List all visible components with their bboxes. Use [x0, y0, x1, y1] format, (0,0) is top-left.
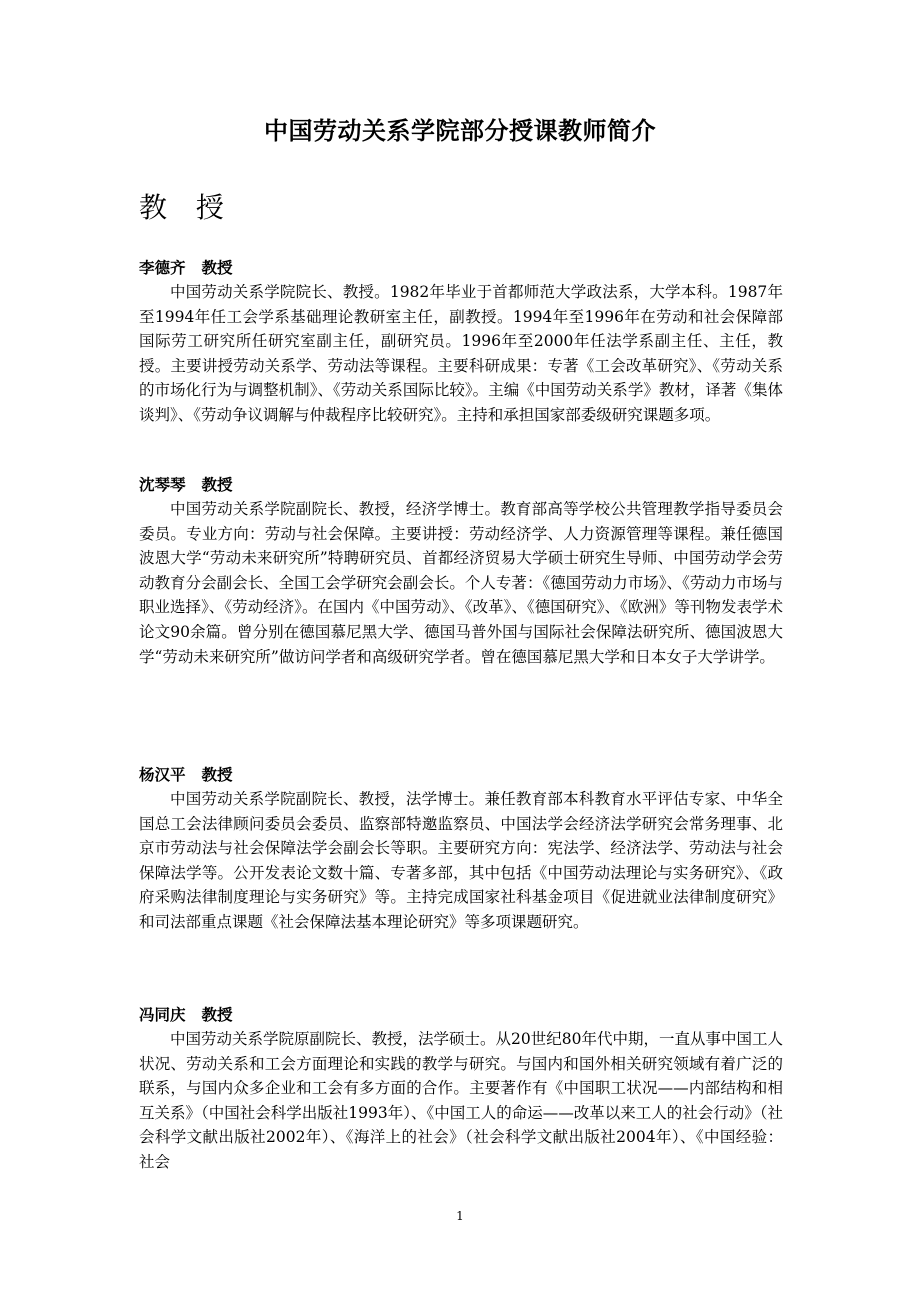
profile-name: 沈琴琴 [139, 476, 186, 494]
profile-title: 教授 [201, 259, 233, 277]
profile-name: 冯同庆 [139, 1006, 186, 1024]
page-title: 中国劳动关系学院部分授课教师简介 [264, 117, 656, 145]
profile-bio: 中国劳动关系学院院长、教授。1982年毕业于首都师范大学政法系，大学本科。1987年至1994年任工会学系基础理论教研室主任，副教授。1994年至1996年在劳动和社会保障部国际劳工研究所任研究室副主任，副研究员。1996年至2000年任法学系副主任、主任，教授。主要讲授劳动关系学、劳动法等课程。主要科研成果：专著《工会改革研究》、《劳动关系的市场化行为与调整机制》、《劳动关系国际比较》。主编《中国劳动关系学》教材，译著《集体谈判》、《劳动争议调解与仲裁程序比较研究》。主持和承担国家部委级研究课题多项。 [139, 283, 783, 424]
profile-yang-hanping [139, 763, 783, 935]
profile-bio: 中国劳动关系学院副院长、教授，法学博士。兼任教育部本科教育水平评估专家、中华全国总工会法律顾问委员会委员、监察部特邀监察员、中国法学会经济法学研究会常务理事、北京市劳动法与社会保障法学会副会长等职。主要研究方向：宪法学、经济法学、劳动法与社会保障法学等。公开发表论文数十篇、专著多部，其中包括《中国劳动法理论与实务研究》、《政府采购法律制度理论与实务研究》等。主持完成国家社科基金项目《促进就业法律制度研究》和司法部重点课题《社会保障法基本理论研究》等多项课题研究。 [139, 790, 783, 931]
profile-title: 教授 [201, 476, 233, 494]
profile-feng-tongqing [139, 1003, 783, 1175]
profile-bio: 中国劳动关系学院副院长、教授，经济学博士。教育部高等学校公共管理教学指导委员会委员。专业方向：劳动与社会保障。主要讲授：劳动经济学、人力资源管理等课程。兼任德国波恩大学“劳动未来研究所”特聘研究员、首都经济贸易大学硕士研究生导师、中国劳动学会劳动教育分会副会长、全国工会学研究会副会长。个人专著：《德国劳动力市场》、《劳动力市场与职业选择》、《劳动经济》。在国内《中国劳动》、《改革》、《德国研究》、《欧洲》等刊物发表学术论文90余篇。曾分别在德国慕尼黑大学、德国马普外国与国际社会保障法研究所、德国波恩大学“劳动未来研究所”做访问学者和高级研究学者。曾在德国慕尼黑大学和日本女子大学讲学。 [139, 500, 783, 666]
section-heading-professors: 教 授 [139, 191, 234, 224]
profile-name: 李德齐 [139, 259, 186, 277]
profile-shen-qinqin [139, 473, 783, 669]
profile-bio: 中国劳动关系学院原副院长、教授，法学硕士。从20世纪80年代中期，一直从事中国工人状况、劳动关系和工会方面理论和实践的教学与研究。与国内和国外相关研究领域有着广泛的联系，与国内众多企业和工会有多方面的合作。主要著作有《中国职工状况——内部结构和相互关系》（中国社会科学出版社1993年）、《中国工人的命运——改革以来工人的社会行动》（社会科学文献出版社2002年）、《海洋上的社会》（社会科学文献出版社2004年）、《中国经验：社会 [139, 1030, 783, 1171]
page-number: 1 [456, 1209, 464, 1223]
profile-name: 杨汉平 [139, 766, 186, 784]
profile-title: 教授 [201, 766, 233, 784]
profile-header [139, 256, 783, 280]
profile-header [139, 473, 783, 497]
profile-li-deqi [139, 256, 783, 428]
profile-header [139, 1003, 783, 1027]
profile-header [139, 763, 783, 787]
profile-title: 教授 [201, 1006, 233, 1024]
